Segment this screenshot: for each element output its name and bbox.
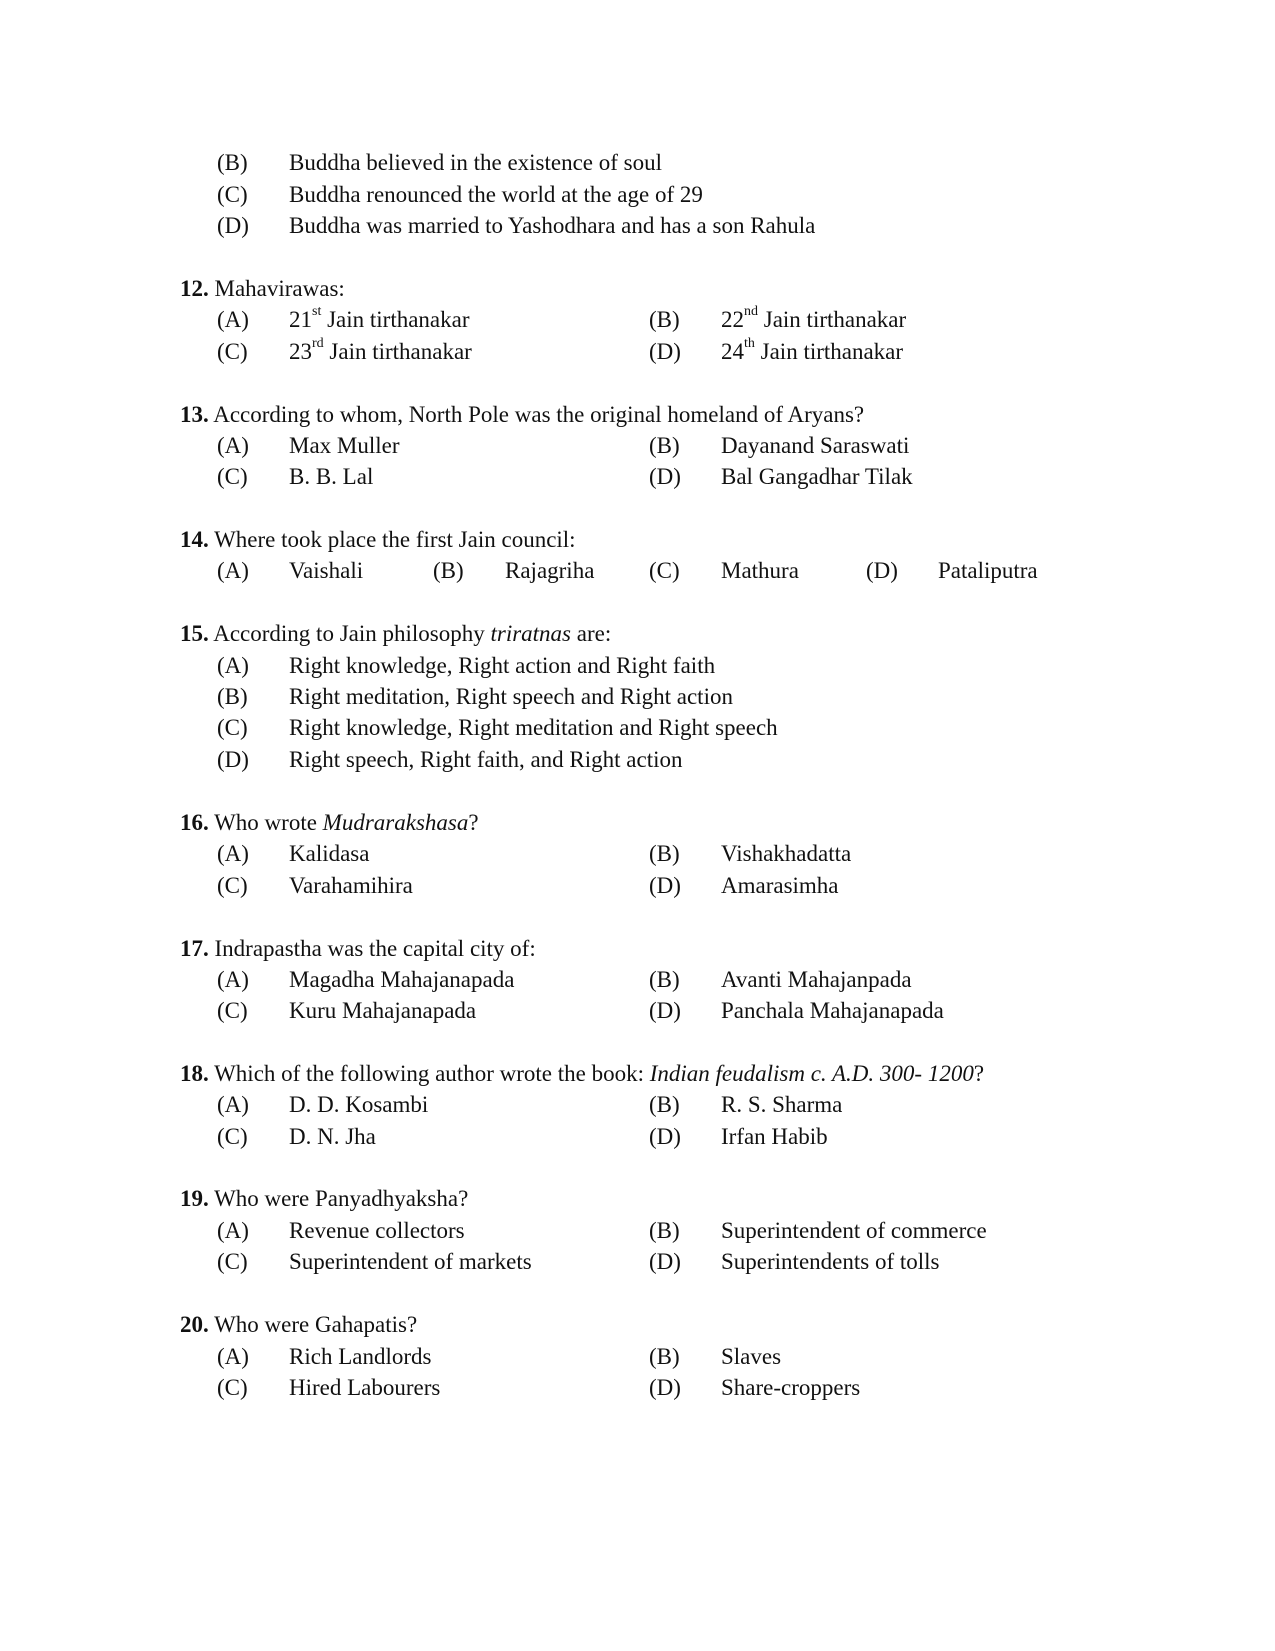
question-number: 17. [180,936,209,961]
option-label: (A) [217,558,249,583]
question-number: 20. [180,1312,209,1337]
option-label: (B) [217,684,248,709]
option-label: (B) [649,433,680,458]
option-text: Dayanand Saraswati [721,433,910,458]
option-label: (C) [217,1249,248,1274]
option-text: Kalidasa [289,841,370,866]
option-label: (A) [217,841,249,866]
option-text: Superintendents of tolls [721,1249,940,1274]
option-label: (A) [217,967,249,992]
option-text: Amarasimha [721,873,839,898]
option-text: Kuru Mahajanapada [289,998,477,1023]
option-text: Superintendent of markets [289,1249,532,1274]
option-label: (B) [217,150,248,175]
option-text: 24th Jain tirthanakar [721,336,904,364]
option-text: Share-croppers [721,1375,861,1400]
option-label: (C) [217,998,248,1023]
option-text: Superintendent of commerce [721,1218,987,1243]
question-number: 14. [180,527,209,552]
question-text: Who were Gahapatis? [214,1312,418,1337]
question-number: 15. [180,621,209,646]
option-label: (D) [649,464,681,489]
option-label: (A) [217,1092,249,1117]
question-text: Indrapastha was the capital city of: [214,936,536,961]
option-label: (B) [649,1092,680,1117]
option-label: (C) [217,1124,248,1149]
option-text: Right knowledge, Right action and Right faith [289,653,716,678]
question-number: 12. [180,276,209,301]
option-label: (B) [649,307,680,332]
question-text: According to whom, North Pole was the original homeland of Aryans? [213,402,865,427]
option-text: Max Muller [289,433,400,458]
option-label: (D) [217,747,249,772]
option-label: (D) [649,1249,681,1274]
option-text: D. N. Jha [289,1124,376,1149]
option-text: Slaves [721,1344,782,1369]
option-text: Hired Labourers [289,1375,441,1400]
option-text: Rajagriha [505,558,595,583]
option-text: Right speech, Right faith, and Right action [289,747,683,772]
option-text: Pataliputra [938,558,1038,583]
option-text: Irfan Habib [721,1124,828,1149]
question-number: 13. [180,402,209,427]
option-label: (B) [433,558,464,583]
question-text: Where took place the first Jain council: [214,527,576,552]
option-label: (D) [649,998,681,1023]
option-label: (A) [217,653,249,678]
option-label: (C) [217,182,248,207]
option-text: Rich Landlords [289,1344,432,1369]
option-text: Revenue collectors [289,1218,465,1243]
option-text: Buddha renounced the world at the age of 29 [289,182,703,207]
option-text: 22nd Jain tirthanakar [721,304,907,332]
option-text: Avanti Mahajanpada [721,967,912,992]
option-text: Right meditation, Right speech and Right action [289,684,733,709]
option-label: (C) [649,558,680,583]
question-number: 19. [180,1186,209,1211]
option-label: (C) [217,715,248,740]
option-text: Vaishali [289,558,364,583]
option-label: (D) [217,213,249,238]
option-label: (C) [217,1375,248,1400]
question-text: According to Jain philosophy triratnas are: [213,621,612,646]
option-label: (A) [217,433,249,458]
question-text: Mahavirawas: [214,276,345,301]
option-label: (B) [649,841,680,866]
option-label: (A) [217,1344,249,1369]
option-label: (C) [217,339,248,364]
option-text: Magadha Mahajanapada [289,967,515,992]
option-text: R. S. Sharma [721,1092,843,1117]
option-text: Panchala Mahajanapada [721,998,944,1023]
option-label: (D) [649,1375,681,1400]
option-text: Buddha was married to Yashodhara and has a son Rahula [289,213,816,238]
option-label: (D) [649,873,681,898]
option-label: (B) [649,1344,680,1369]
question-number: 16. [180,810,209,835]
option-label: (A) [217,1218,249,1243]
option-text: B. B. Lal [289,464,374,489]
option-text: 23rd Jain tirthanakar [289,336,472,364]
option-text: Buddha believed in the existence of soul [289,150,663,175]
option-label: (A) [217,307,249,332]
option-label: (C) [217,464,248,489]
question-text: Which of the following author wrote the book: Indian feudalism c. A.D. 300- 1200? [214,1061,985,1086]
option-label: (D) [649,339,681,364]
option-label: (D) [866,558,898,583]
option-text: Right knowledge, Right meditation and Right speech [289,715,778,740]
option-text: Mathura [721,558,799,583]
option-text: Bal Gangadhar Tilak [721,464,913,489]
option-label: (B) [649,1218,680,1243]
question-text: Who wrote Mudrarakshasa? [214,810,479,835]
option-text: D. D. Kosambi [289,1092,429,1117]
question-text: Who were Panyadhyaksha? [214,1186,469,1211]
option-text: 21st Jain tirthanakar [289,304,470,332]
option-label: (C) [217,873,248,898]
option-text: Vishakhadatta [721,841,852,866]
option-text: Varahamihira [289,873,413,898]
question-number: 18. [180,1061,209,1086]
option-label: (B) [649,967,680,992]
option-label: (D) [649,1124,681,1149]
